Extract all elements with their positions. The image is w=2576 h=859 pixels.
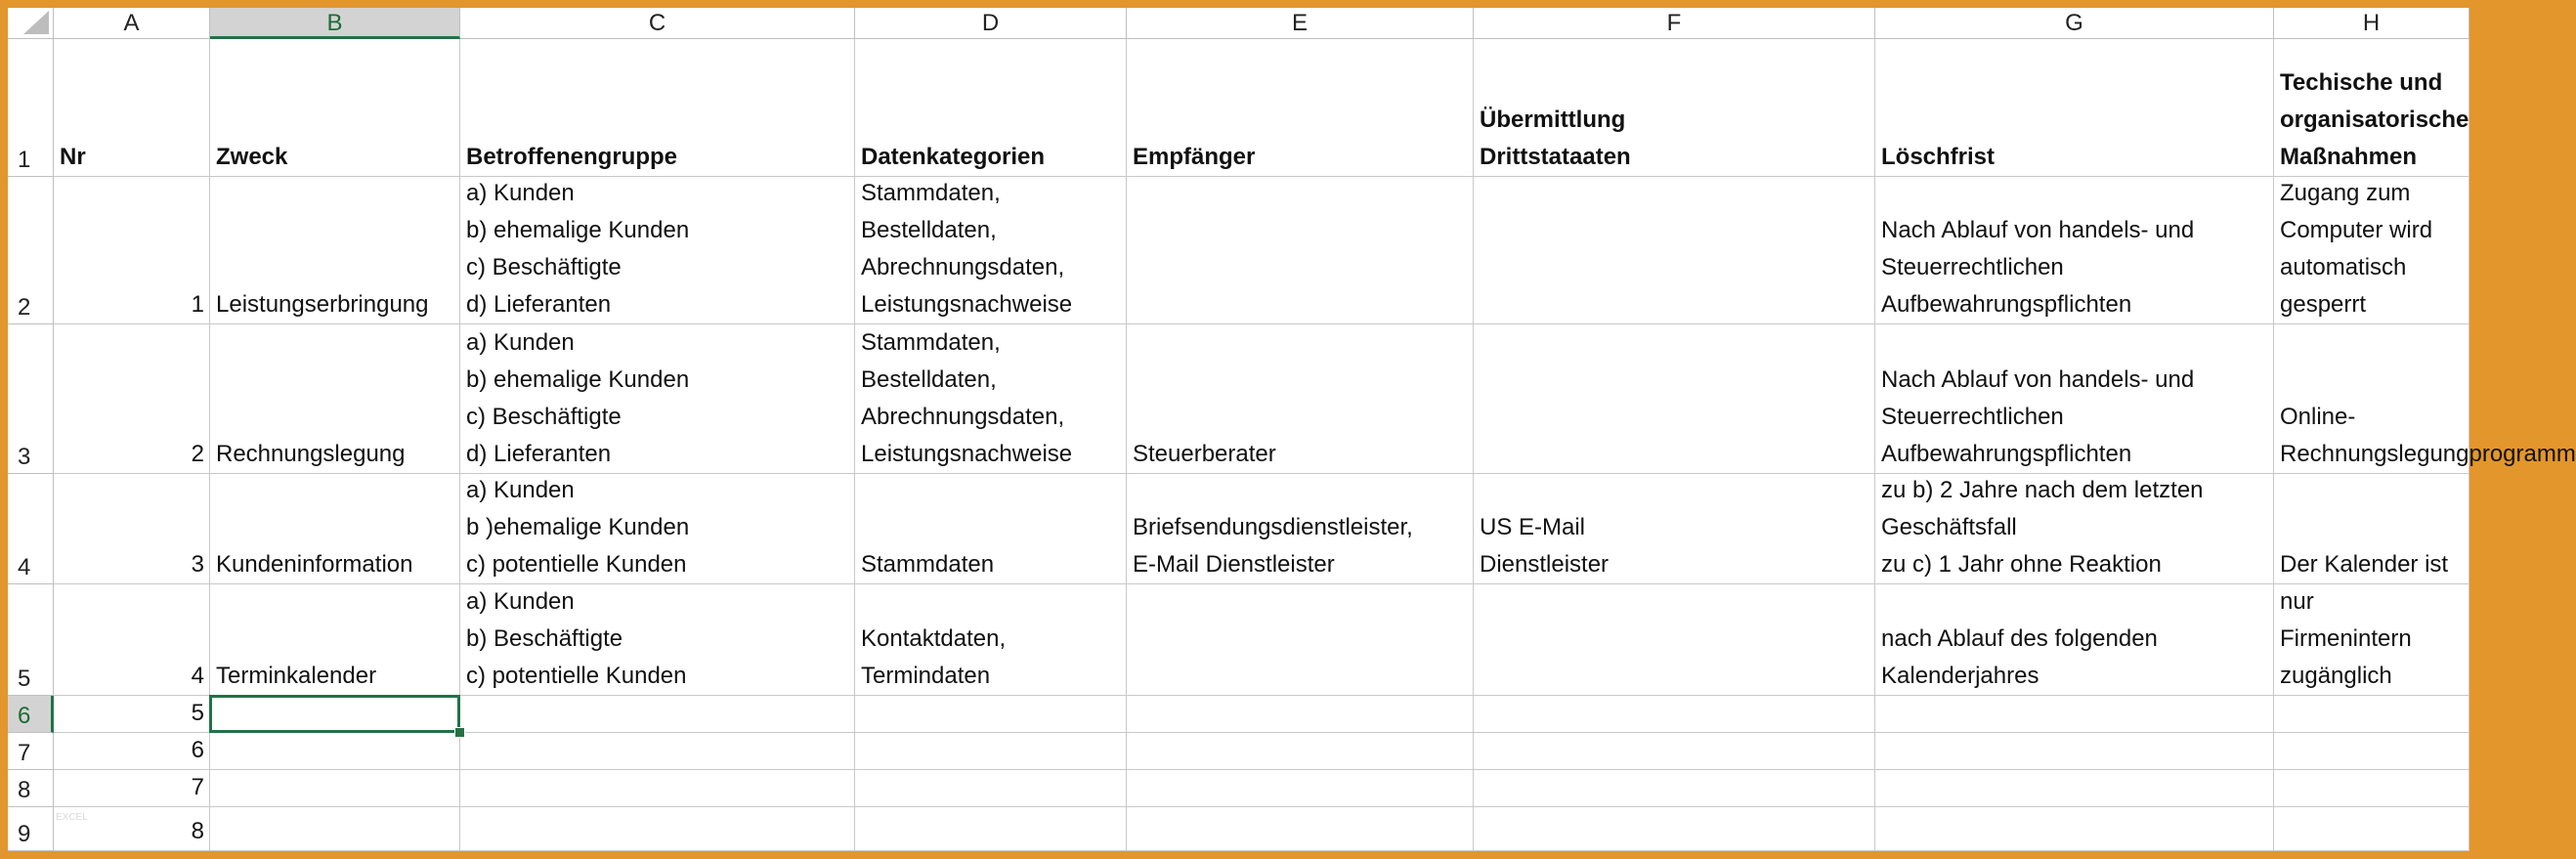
row-header-5[interactable]: 5 [8, 584, 54, 696]
cell-g1[interactable]: Löschfrist [1875, 39, 2274, 177]
cell-d9[interactable] [855, 807, 1127, 851]
cell-e7[interactable] [1127, 733, 1474, 770]
row-header-8[interactable]: 8 [8, 770, 54, 807]
cell-g6[interactable] [1875, 696, 2274, 733]
cell-c7[interactable] [460, 733, 855, 770]
cell-a4[interactable]: 3 [54, 474, 210, 584]
cell-a5[interactable]: 4 [54, 584, 210, 696]
row-header-4[interactable]: 4 [8, 474, 54, 584]
cell-g4[interactable]: zu b) 2 Jahre nach dem letzten Geschäftsfall zu c) 1 Jahr ohne Reaktion [1875, 474, 2274, 584]
cell-d5[interactable]: Kontaktdaten, Termindaten [855, 584, 1127, 696]
cell-b5[interactable]: Terminkalender [210, 584, 460, 696]
spreadsheet-window [8, 8, 2576, 851]
cell-g2[interactable]: Nach Ablauf von handels- und Steuerrechtlichen Aufbewahrungspflichten [1875, 177, 2274, 324]
cell-e4[interactable]: Briefsendungsdienstleister, E-Mail Dienstleister [1127, 474, 1474, 584]
row-header-9[interactable]: 9 [8, 807, 54, 851]
cell-f6[interactable] [1474, 696, 1875, 733]
cell-b3[interactable]: Rechnungslegung [210, 324, 460, 474]
cell-d6[interactable] [855, 696, 1127, 733]
cell-f2[interactable] [1474, 177, 1875, 324]
cell-e5[interactable] [1127, 584, 1474, 696]
cell-b6[interactable] [210, 696, 460, 733]
cell-f4[interactable]: US E-Mail Dienstleister [1474, 474, 1875, 584]
cell-d8[interactable] [855, 770, 1127, 807]
cell-f9[interactable] [1474, 807, 1875, 851]
cell-g3[interactable]: Nach Ablauf von handels- und Steuerrechtlichen Aufbewahrungspflichten [1875, 324, 2274, 474]
row-header-3[interactable]: 3 [8, 324, 54, 474]
cell-f7[interactable] [1474, 733, 1875, 770]
cell-g9[interactable] [1875, 807, 2274, 851]
row-header-7[interactable]: 7 [8, 733, 54, 770]
column-header-b[interactable]: B [210, 8, 460, 39]
cell-e3[interactable]: Steuerberater [1127, 324, 1474, 474]
cell-e1[interactable]: Empfänger [1127, 39, 1474, 177]
cell-a2[interactable]: 1 [54, 177, 210, 324]
column-header-d[interactable]: D [855, 8, 1127, 39]
cell-a7[interactable]: 6 [54, 733, 210, 770]
cell-b8[interactable] [210, 770, 460, 807]
cell-g7[interactable] [1875, 733, 2274, 770]
cell-a9[interactable]: 8 [54, 807, 210, 851]
cell-c9[interactable] [460, 807, 855, 851]
cell-c3[interactable]: a) Kunden b) ehemalige Kunden c) Beschäftigte d) Lieferanten [460, 324, 855, 474]
cell-a8[interactable]: 7 [54, 770, 210, 807]
cell-b4[interactable]: Kundeninformation [210, 474, 460, 584]
cell-d4[interactable]: Stammdaten [855, 474, 1127, 584]
cell-d7[interactable] [855, 733, 1127, 770]
cell-h1[interactable]: Techische und organisatorische Maßnahmen [2274, 39, 2469, 177]
column-header-e[interactable]: E [1127, 8, 1474, 39]
row-header-6[interactable]: 6 [8, 696, 54, 733]
fill-handle[interactable] [454, 727, 465, 738]
cell-e2[interactable] [1127, 177, 1474, 324]
watermark-text: EXCEL [56, 812, 88, 823]
cell-h2[interactable]: Zugang zum Computer wird automatisch gesperrt [2274, 177, 2469, 324]
cell-f1[interactable]: Übermittlung Drittstataaten [1474, 39, 1875, 177]
cell-h9[interactable] [2274, 807, 2469, 851]
cell-c4[interactable]: a) Kunden b )ehemalige Kunden c) potentielle Kunden [460, 474, 855, 584]
cell-a6[interactable]: 5 [54, 696, 210, 733]
cell-c2[interactable]: a) Kunden b) ehemalige Kunden c) Beschäftigte d) Lieferanten [460, 177, 855, 324]
cell-f5[interactable] [1474, 584, 1875, 696]
column-header-g[interactable]: G [1875, 8, 2274, 39]
cell-c1[interactable]: Betroffenengruppe [460, 39, 855, 177]
cell-e9[interactable] [1127, 807, 1474, 851]
column-header-c[interactable]: C [460, 8, 855, 39]
cell-g8[interactable] [1875, 770, 2274, 807]
column-header-a[interactable]: A [54, 8, 210, 39]
cell-h8[interactable] [2274, 770, 2469, 807]
cell-a1[interactable]: Nr [54, 39, 210, 177]
cell-b2[interactable]: Leistungserbringung [210, 177, 460, 324]
cell-a3[interactable]: 2 [54, 324, 210, 474]
cell-f8[interactable] [1474, 770, 1875, 807]
cell-d3[interactable]: Stammdaten, Bestelldaten, Abrechnungsdaten, Leistungsnachweise [855, 324, 1127, 474]
row-header-1[interactable]: 1 [8, 39, 54, 177]
cell-e6[interactable] [1127, 696, 1474, 733]
select-all-triangle-icon [23, 11, 49, 34]
cell-h5[interactable]: nur Firmenintern zugänglich [2274, 584, 2469, 696]
column-header-h[interactable]: H [2274, 8, 2469, 39]
row-header-2[interactable]: 2 [8, 177, 54, 324]
cell-d1[interactable]: Datenkategorien [855, 39, 1127, 177]
cell-b9[interactable] [210, 807, 460, 851]
cell-h3[interactable]: Online- Rechnungslegungprogramm [2274, 324, 2469, 474]
cell-h6[interactable] [2274, 696, 2469, 733]
select-all-button[interactable] [8, 8, 54, 39]
column-header-f[interactable]: F [1474, 8, 1875, 39]
cell-h7[interactable] [2274, 733, 2469, 770]
cell-c5[interactable]: a) Kunden b) Beschäftigte c) potentielle Kunden [460, 584, 855, 696]
cell-c8[interactable] [460, 770, 855, 807]
cell-e8[interactable] [1127, 770, 1474, 807]
cell-f3[interactable] [1474, 324, 1875, 474]
cell-b1[interactable]: Zweck [210, 39, 460, 177]
cell-d2[interactable]: Stammdaten, Bestelldaten, Abrechnungsdaten, Leistungsnachweise [855, 177, 1127, 324]
cell-c6[interactable] [460, 696, 855, 733]
cell-g5[interactable]: nach Ablauf des folgenden Kalenderjahres [1875, 584, 2274, 696]
cell-b7[interactable] [210, 733, 460, 770]
